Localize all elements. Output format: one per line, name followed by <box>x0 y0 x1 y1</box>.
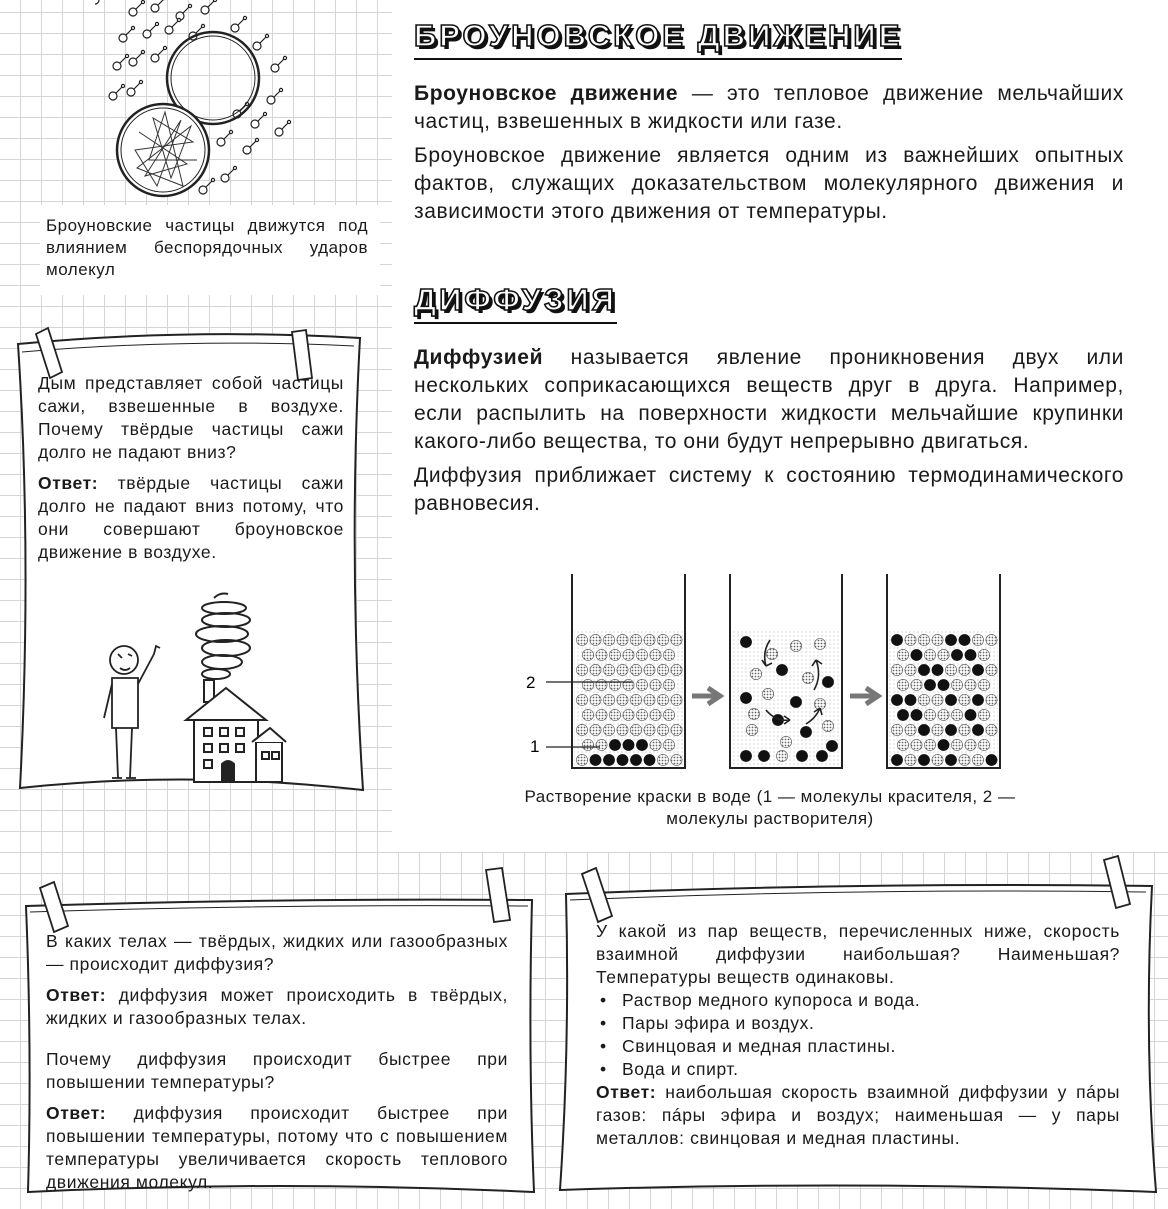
arrow-2 <box>850 688 878 704</box>
dye-molecule <box>911 709 922 720</box>
solvent-molecule <box>630 634 641 645</box>
solvent-molecule <box>911 679 922 690</box>
solvent-molecule <box>576 664 587 675</box>
dye-molecule <box>965 649 976 660</box>
solvent-molecule <box>576 634 587 645</box>
brownian-heading: БРОУНОВСКОЕ ДВИЖЕНИЕ <box>414 18 902 54</box>
solvent-molecule <box>938 709 949 720</box>
solvent-molecule <box>657 754 668 765</box>
dye-figure-caption <box>440 786 1100 830</box>
solvent-molecule <box>965 739 976 750</box>
smoke-answer: Ответ: твёрдые частицы сажи долго не падают вниз потому, что они совершают броуновское движение в воздухе. <box>38 473 344 562</box>
dye-molecule <box>951 649 962 660</box>
solvent-molecule <box>603 724 614 735</box>
arrow-1 <box>692 688 720 704</box>
dye-molecule <box>740 750 751 761</box>
solvent-molecule <box>644 634 655 645</box>
diffusion-bodies-note <box>20 862 540 1202</box>
dye-molecule <box>911 649 922 660</box>
brownian-definition: Броуновское движение — это тепловое движение мельчайших частиц, взвешенных в жидкости или газе. <box>414 82 1124 133</box>
solvent-molecule <box>596 709 607 720</box>
solvent-molecule <box>766 648 777 659</box>
dye-molecule <box>603 754 614 765</box>
solvent-molecule <box>959 724 970 735</box>
bodies-answer-1: Ответ: диффузия может происходить в твёрдых, жидких и газообразных телах. <box>46 985 508 1028</box>
smoke-note-text <box>38 372 344 572</box>
solvent-molecule <box>650 739 661 750</box>
solvent-molecule <box>972 634 983 645</box>
substance-pairs-note <box>556 852 1164 1204</box>
solvent-molecule <box>603 634 614 645</box>
dye-molecule <box>918 754 929 765</box>
solvent-molecule <box>776 750 787 761</box>
solvent-molecule <box>905 724 916 735</box>
pairs-answer: Ответ: наибольшая скорость взаимной диффузии у пáры газов: пáры эфира и воздух; наименьшая — у пары металлов: свинцовая и медная пластины. <box>596 1082 1120 1148</box>
solvent-molecule <box>750 668 761 679</box>
pairs-note-text <box>596 920 1120 1158</box>
dye-molecule <box>965 709 976 720</box>
solvent-molecule <box>644 724 655 735</box>
dye-molecule <box>796 750 807 761</box>
solvent-molecule <box>905 664 916 675</box>
dye-molecule <box>918 724 929 735</box>
bodies-answer-2: Ответ: диффузия происходит быстрее при повышении температуры, потому что с повышением температуры увеличивается скорость теплового движения молекул. <box>46 1103 508 1192</box>
solvent-molecule <box>932 694 943 705</box>
solvent-molecule <box>897 679 908 690</box>
dye-molecule <box>924 679 935 690</box>
solvent-molecule <box>924 739 935 750</box>
dye-molecule <box>790 696 801 707</box>
dye-molecule <box>945 724 956 735</box>
solvent-molecule <box>891 724 902 735</box>
solvent-molecule <box>576 754 587 765</box>
solvent-molecule <box>617 634 628 645</box>
solvent-molecule <box>959 664 970 675</box>
solvent-molecule <box>671 664 682 675</box>
dye-molecule <box>590 754 601 765</box>
solvent-molecule <box>609 649 620 660</box>
dye-molecule <box>644 754 655 765</box>
diffusion-paragraph-2: Диффузия приближает систему к состоянию термодинамического равновесия. <box>414 464 1124 515</box>
solvent-molecule <box>596 679 607 690</box>
solvent-molecule <box>762 688 773 699</box>
dye-molecule <box>972 664 983 675</box>
brownian-text <box>414 80 1124 232</box>
dye-molecule <box>758 750 769 761</box>
dye-molecule <box>945 694 956 705</box>
pairs-question: У какой из пар веществ, перечисленных ниже, скорость взаимной диффузии наибольшая? Наименьшая? Температуры веществ одинаковы. <box>596 921 1120 987</box>
solvent-molecule <box>657 694 668 705</box>
solvent-molecule <box>802 672 813 683</box>
solvent-molecule <box>951 679 962 690</box>
solvent-molecule <box>746 724 757 735</box>
solvent-molecule <box>951 709 962 720</box>
solvent-molecule <box>603 664 614 675</box>
solvent-molecule <box>945 664 956 675</box>
dye-molecule <box>972 724 983 735</box>
solvent-molecule <box>650 709 661 720</box>
solvent-molecule <box>978 739 989 750</box>
solvent-molecule <box>617 664 628 675</box>
solvent-molecule <box>814 638 825 649</box>
solvent-molecule <box>959 694 970 705</box>
pairs-item: • Раствор медного купороса и вода. <box>596 989 1120 1012</box>
solvent-molecule <box>978 709 989 720</box>
solvent-molecule <box>617 724 628 735</box>
solvent-molecule <box>671 754 682 765</box>
solvent-molecule <box>822 720 833 731</box>
solvent-molecule <box>617 694 628 705</box>
solvent-molecule <box>590 664 601 675</box>
solvent-molecule <box>671 724 682 735</box>
solvent-molecule <box>905 634 916 645</box>
solvent-molecule <box>918 634 929 645</box>
solvent-molecule <box>596 739 607 750</box>
solvent-molecule <box>576 724 587 735</box>
dye-molecule <box>636 739 647 750</box>
solvent-molecule <box>596 649 607 660</box>
dye-molecule <box>891 694 902 705</box>
solvent-molecule <box>924 709 935 720</box>
solvent-molecule <box>814 698 825 709</box>
solvent-molecule <box>951 739 962 750</box>
dye-molecule <box>826 740 837 751</box>
solvent-molecule <box>938 649 949 660</box>
dye-molecule <box>932 664 943 675</box>
solvent-molecule <box>663 709 674 720</box>
dye-molecule <box>959 634 970 645</box>
solvent-molecule <box>932 754 943 765</box>
dye-molecule <box>972 694 983 705</box>
dye-molecule <box>630 754 641 765</box>
figure-label-1: 1 <box>530 737 540 756</box>
smoke-question-note <box>8 308 378 804</box>
solvent-molecule <box>644 694 655 705</box>
solvent-molecule <box>609 679 620 690</box>
diffusion-definition: Диффузией называется явление проникновения двух или нескольких соприкасающихся веществ друг в друга. Например, если распылить на поверхности жидкости мельчайшие крупинки какого-либо вещества, то они будут непрерывно двигаться. <box>414 346 1124 453</box>
dye-caption-line-1: Растворение краски в воде (1 — молекулы красителя, 2 — <box>524 787 1016 806</box>
solvent-molecule <box>978 649 989 660</box>
dye-molecule <box>800 726 811 737</box>
pairs-item: • Вода и спирт. <box>596 1058 1120 1081</box>
solvent-molecule <box>972 754 983 765</box>
pairs-item: • Свинцовая и медная пластины. <box>596 1035 1120 1058</box>
solvent-molecule <box>650 649 661 660</box>
solvent-molecule <box>897 739 908 750</box>
dye-molecule <box>617 754 628 765</box>
solvent-molecule <box>636 709 647 720</box>
solvent-molecule <box>623 709 634 720</box>
dye-molecule <box>905 694 916 705</box>
dye-molecule <box>609 739 620 750</box>
solvent-molecule <box>932 724 943 735</box>
solvent-molecule <box>671 634 682 645</box>
dye-molecule <box>938 739 949 750</box>
solvent-molecule <box>576 694 587 705</box>
brownian-paragraph-2: Броуновское движение является одним из важнейших опытных фактов, служащих доказательством молекулярного движения и зависимости этого движения от температуры. <box>414 144 1124 223</box>
solvent-molecule <box>918 694 929 705</box>
dye-molecule <box>816 750 827 761</box>
solvent-molecule <box>748 708 759 719</box>
solvent-molecule <box>636 649 647 660</box>
solvent-molecule <box>932 634 943 645</box>
solvent-molecule <box>657 664 668 675</box>
solvent-molecule <box>630 724 641 735</box>
solvent-molecule <box>965 679 976 690</box>
solvent-molecule <box>663 649 674 660</box>
dye-molecule <box>918 664 929 675</box>
solvent-molecule <box>582 709 593 720</box>
dye-molecule <box>938 679 949 690</box>
solvent-molecule <box>644 664 655 675</box>
solvent-molecule <box>636 679 647 690</box>
solvent-molecule <box>603 694 614 705</box>
pairs-item: • Пары эфира и воздух. <box>596 1012 1120 1035</box>
solvent-molecule <box>959 754 970 765</box>
figure-label-2: 2 <box>526 673 536 692</box>
dye-molecule <box>945 754 956 765</box>
solvent-molecule <box>590 724 601 735</box>
solvent-molecule <box>657 634 668 645</box>
solvent-molecule <box>986 694 997 705</box>
solvent-molecule <box>924 649 935 660</box>
bodies-note-text <box>46 930 508 1202</box>
smoke-question: Дым представляет собой частицы сажи, взвешенные в воздухе. Почему твёрдые частицы сажи долго не падают вниз? <box>38 373 344 462</box>
dye-molecule <box>740 692 751 703</box>
dye-molecule <box>986 754 997 765</box>
dye-caption-line-2: молекулы растворителя) <box>666 809 874 828</box>
diffusion-text <box>414 344 1124 524</box>
solvent-molecule <box>905 754 916 765</box>
solvent-molecule <box>582 739 593 750</box>
solvent-molecule <box>986 724 997 735</box>
brownian-particles-illustration <box>95 0 305 210</box>
bodies-question-2: Почему диффузия происходит быстрее при повышении температуры? <box>46 1049 508 1092</box>
diffusion-heading: ДИФФУЗИЯ <box>414 282 617 318</box>
dye-molecule <box>623 739 634 750</box>
solvent-molecule <box>630 694 641 705</box>
solvent-molecule <box>590 634 601 645</box>
dye-molecule <box>776 664 787 675</box>
solvent-molecule <box>630 664 641 675</box>
solvent-molecule <box>671 694 682 705</box>
solvent-molecule <box>582 649 593 660</box>
dye-molecule <box>740 636 751 647</box>
solvent-molecule <box>986 664 997 675</box>
dye-molecule <box>897 709 908 720</box>
solvent-molecule <box>911 739 922 750</box>
dye-dissolution-figure <box>520 570 1030 780</box>
dye-molecule <box>891 634 902 645</box>
bodies-question-1: В каких телах — твёрдых, жидких или газообразных — происходит диффузия? <box>46 931 508 974</box>
solvent-molecule <box>790 640 801 651</box>
solvent-molecule <box>780 736 791 747</box>
solvent-molecule <box>663 679 674 690</box>
solvent-molecule <box>663 739 674 750</box>
brownian-figure-caption: Броуновские частицы движутся под влиянием беспорядочных ударов молекул <box>46 216 368 279</box>
solvent-molecule <box>986 634 997 645</box>
solvent-molecule <box>657 724 668 735</box>
pairs-list <box>596 989 1120 1081</box>
solvent-molecule <box>590 694 601 705</box>
solvent-molecule <box>609 709 620 720</box>
solvent-molecule <box>623 649 634 660</box>
dye-molecule <box>891 754 902 765</box>
solvent-molecule <box>897 649 908 660</box>
solvent-molecule <box>623 679 634 690</box>
solvent-molecule <box>891 664 902 675</box>
solvent-molecule <box>650 679 661 690</box>
solvent-molecule <box>978 679 989 690</box>
dye-molecule <box>945 634 956 645</box>
solvent-molecule <box>582 679 593 690</box>
dye-molecule <box>822 676 833 687</box>
